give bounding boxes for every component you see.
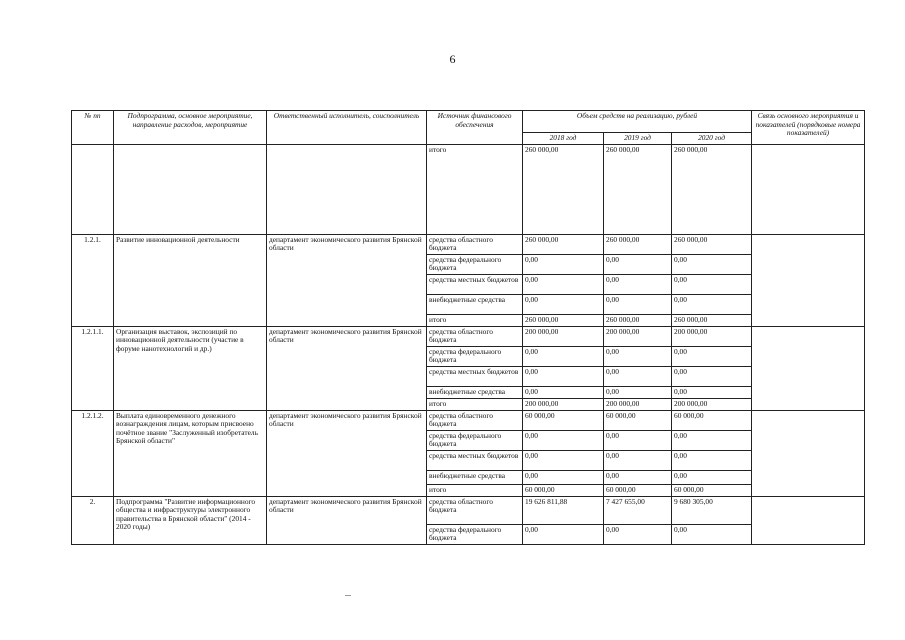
header-num: № пп — [72, 111, 114, 145]
cell-2019: 0,00 — [604, 450, 672, 470]
cell-source: внебюджетные средства — [427, 294, 523, 314]
cell-2020: 0,00 — [672, 274, 752, 294]
cell-source: внебюджетные средства — [427, 470, 523, 484]
cell-2019: 200 000,00 — [604, 398, 672, 410]
cell-source: итого — [427, 398, 523, 410]
cell-link — [752, 144, 865, 234]
cell-2018: 260 000,00 — [523, 314, 604, 326]
cell-source: итого — [427, 314, 523, 326]
cell-name: Организация выставок, экспозиций по инновационной деятельности (участие в форуме нанотехнологий и др.) — [114, 326, 267, 410]
cell-empty — [267, 144, 427, 234]
cell-num: 1.2.1.2. — [72, 410, 114, 496]
cell-2020: 200 000,00 — [672, 398, 752, 410]
cell-2019: 260 000,00 — [604, 314, 672, 326]
cell-2018: 200 000,00 — [523, 398, 604, 410]
cell-2019: 0,00 — [604, 254, 672, 274]
cell-source: средства местных бюджетов — [427, 274, 523, 294]
cell-2019: 0,00 — [604, 524, 672, 544]
cell-2020: 0,00 — [672, 366, 752, 386]
header-link: Связь основного мероприятия и показателей (порядковые номера показателей) — [752, 111, 865, 145]
cell-num: 2. — [72, 496, 114, 544]
cell-source: внебюджетные средства — [427, 386, 523, 398]
cell-link — [752, 410, 865, 496]
cell-2020: 0,00 — [672, 386, 752, 398]
cell-source: средства областного бюджета — [427, 234, 523, 254]
table-row — [72, 326, 865, 346]
cell-empty — [72, 144, 114, 234]
cell-2018: 0,00 — [523, 430, 604, 450]
cell-source: средства федерального бюджета — [427, 254, 523, 274]
cell-2019: 260 000,00 — [604, 234, 672, 254]
cell-empty — [114, 144, 267, 234]
cell-executor: департамент экономического развития Брянской области — [267, 234, 427, 326]
cell-link — [752, 496, 865, 544]
header-year-2018: 2018 год — [523, 133, 604, 145]
cell-2020: 260 000,00 — [672, 314, 752, 326]
cell-2019: 0,00 — [604, 274, 672, 294]
cell-source: средства местных бюджетов — [427, 366, 523, 386]
cell-2019: 60 000,00 — [604, 484, 672, 496]
cell-2019: 0,00 — [604, 346, 672, 366]
table-row-top-total — [72, 144, 865, 234]
cell-link — [752, 326, 865, 410]
table-row — [72, 496, 865, 524]
cell-source: средства областного бюджета — [427, 410, 523, 430]
cell-source: средства областного бюджета — [427, 326, 523, 346]
cell-2018: 0,00 — [523, 274, 604, 294]
cell-2020: 260 000,00 — [672, 234, 752, 254]
cell-2018: 260 000,00 — [523, 234, 604, 254]
table-row — [72, 410, 865, 430]
header-executor: Ответственный исполнитель, соисполнитель — [267, 111, 427, 145]
cell-2020: 0,00 — [672, 254, 752, 274]
scan-artifact — [345, 595, 351, 596]
cell-2020: 60 000,00 — [672, 410, 752, 430]
cell-2020: 200 000,00 — [672, 326, 752, 346]
cell-source: средства областного бюджета — [427, 496, 523, 524]
cell-executor: департамент экономического развития Брянской области — [267, 326, 427, 410]
table-row — [72, 234, 865, 254]
header-volume: Объем средств на реализацию, рублей — [523, 111, 752, 133]
cell-2019: 0,00 — [604, 386, 672, 398]
cell-source: средства федерального бюджета — [427, 430, 523, 450]
cell-2020: 0,00 — [672, 524, 752, 544]
cell-2019: 7 427 655,00 — [604, 496, 672, 524]
cell-2018: 200 000,00 — [523, 326, 604, 346]
cell-2018: 19 626 811,88 — [523, 496, 604, 524]
cell-2018: 0,00 — [523, 294, 604, 314]
cell-num: 1.2.1.1. — [72, 326, 114, 410]
budget-table — [71, 110, 865, 545]
cell-2019: 0,00 — [604, 430, 672, 450]
cell-2018: 0,00 — [523, 254, 604, 274]
cell-2018: 60 000,00 — [523, 410, 604, 430]
cell-name: Развитие инновационной деятельности — [114, 234, 267, 326]
cell-source: средства местных бюджетов — [427, 450, 523, 470]
cell-name: Выплата единовременного денежного вознаграждения лицам, которым присвоено почётное звание "Заслуженный изобретатель Брянской области" — [114, 410, 267, 496]
cell-2018: 60 000,00 — [523, 484, 604, 496]
cell-2018: 0,00 — [523, 346, 604, 366]
cell-2020: 9 680 305,00 — [672, 496, 752, 524]
cell-2019: 0,00 — [604, 294, 672, 314]
page-number: 6 — [449, 52, 456, 66]
header-source: Источник финансового обеспечения — [427, 111, 523, 145]
cell-2018: 0,00 — [523, 366, 604, 386]
cell-2018: 0,00 — [523, 386, 604, 398]
cell-2020: 260 000,00 — [672, 144, 752, 234]
cell-source: средства федерального бюджета — [427, 524, 523, 544]
cell-2018: 260 000,00 — [523, 144, 604, 234]
cell-num: 1.2.1. — [72, 234, 114, 326]
cell-2020: 0,00 — [672, 294, 752, 314]
cell-2019: 0,00 — [604, 366, 672, 386]
cell-2020: 0,00 — [672, 450, 752, 470]
cell-source: итого — [427, 144, 523, 234]
cell-2018: 0,00 — [523, 524, 604, 544]
cell-2018: 0,00 — [523, 470, 604, 484]
cell-2018: 0,00 — [523, 450, 604, 470]
cell-2019: 260 000,00 — [604, 144, 672, 234]
cell-link — [752, 234, 865, 326]
cell-2020: 0,00 — [672, 346, 752, 366]
cell-executor: департамент экономического развития Брянской области — [267, 496, 427, 544]
cell-source: средства федерального бюджета — [427, 346, 523, 366]
cell-2020: 60 000,00 — [672, 484, 752, 496]
cell-executor: департамент экономического развития Брянской области — [267, 410, 427, 496]
cell-name: Подпрограмма "Развитие информационного общества и инфраструктуры электронного правительства в Брянской области" (2014 - 2020 годы) — [114, 496, 267, 544]
cell-2019: 0,00 — [604, 470, 672, 484]
cell-2019: 60 000,00 — [604, 410, 672, 430]
cell-2020: 0,00 — [672, 430, 752, 450]
header-name: Подпрограмма, основное мероприятие, направление расходов, мероприятие — [114, 111, 267, 145]
cell-2019: 200 000,00 — [604, 326, 672, 346]
header-year-2019: 2019 год — [604, 133, 672, 145]
header-year-2020: 2020 год — [672, 133, 752, 145]
cell-2020: 0,00 — [672, 470, 752, 484]
cell-source: итого — [427, 484, 523, 496]
